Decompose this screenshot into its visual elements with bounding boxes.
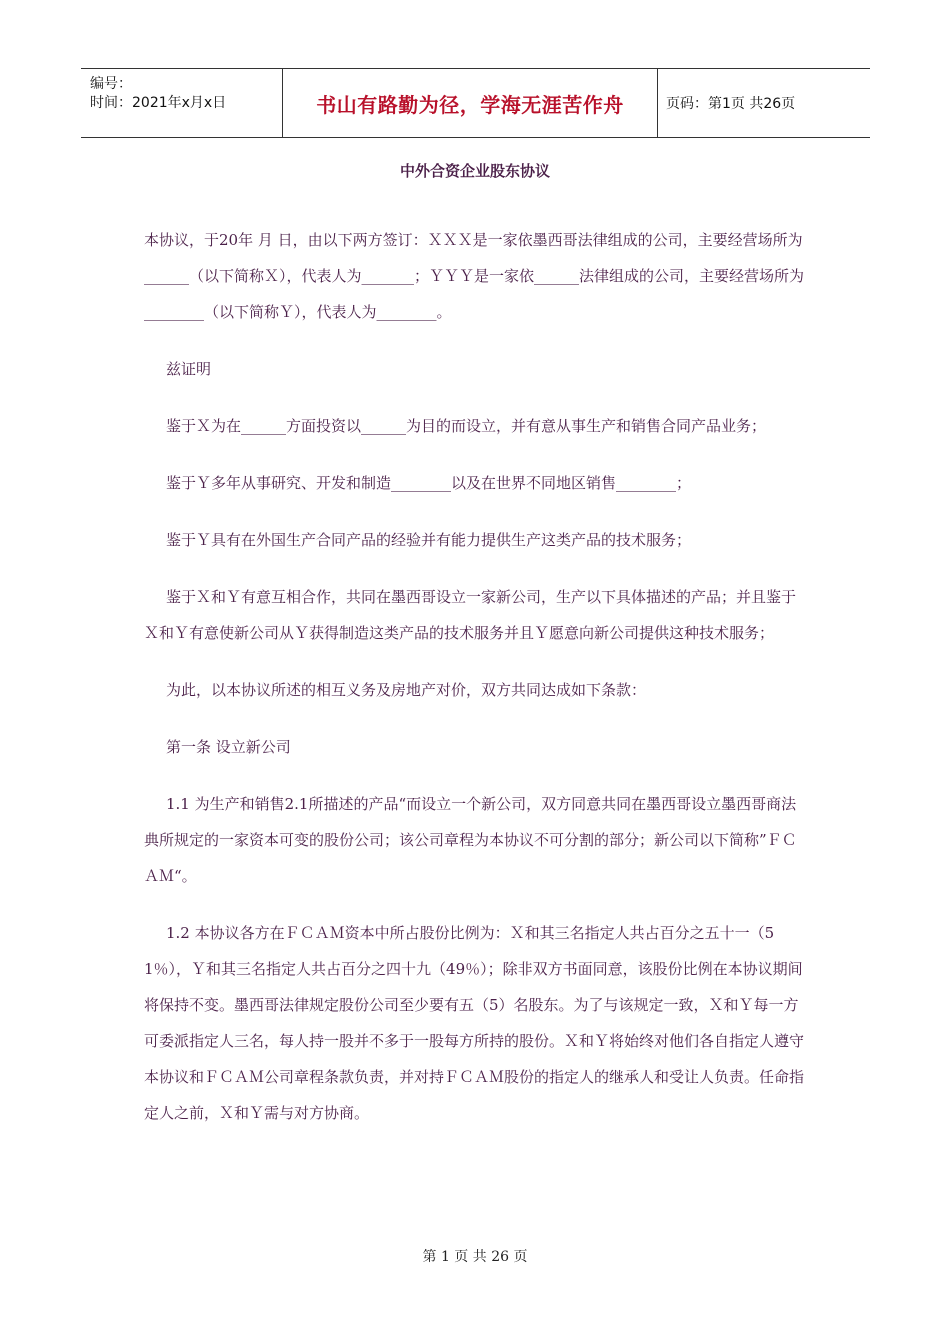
clause-1-1: 1.1 为生产和销售2.1所描述的产品“而设立一个新公司，双方同意共同在墨西哥设立墨西哥商法典所规定的一家资本可变的股份公司；该公司章程为本协议不可分割的部分；新公司以下简称”ＦＣＡＭ“。 [144,795,797,885]
paragraph-whereas-4: 鉴于Ｘ和Ｙ有意互相合作，共同在墨西哥设立一家新公司，生产以下具体描述的产品；并且鉴于Ｘ和Ｙ有意使新公司从Ｙ获得制造这类产品的技术服务并且Ｙ愿意向新公司提供这种技术服务； [144,588,797,642]
article-1-heading: 第一条 设立新公司 [166,738,291,756]
header-motto: 书山有路勤为径，学海无涯苦作舟 [316,92,624,117]
paragraph-whereas-2: 鉴于Ｙ多年从事研究、开发和制造________以及在世界不同地区销售________； [166,474,692,492]
paragraph-whereas-1: 鉴于Ｘ为在______方面投资以______为目的而设立，并有意从事生产和销售合同产品业务； [166,417,767,435]
paragraph-whereas-3: 鉴于Ｙ具有在外国生产合同产品的经验并有能力提供生产这类产品的技术服务； [166,531,692,549]
header-motto-cell [283,69,657,137]
paragraph-preamble: 本协议，于20年 月 日，由以下两方签订：ＸＸＸ是一家依墨西哥法律组成的公司，主要经营场所为______（以下简称Ｘ），代表人为_______；ＹＹＹ是一家依______法律组成的公司，主要经营场所为________（以下简称Ｙ），代表人为________。 [144,231,805,321]
document-time-label: 时间：2021年x月x日 [90,95,227,111]
page-footer: 第 1 页 共 26 页 [422,1249,528,1265]
document-number-label: 编号： [90,76,132,92]
document-body [144,222,810,1152]
header-table [81,68,870,138]
document-title: 中外合资企业股东协议 [399,162,550,180]
clause-1-2: 1.2 本协议各方在ＦＣＡＭ资本中所占股份比例为：Ｘ和其三名指定人共占百分之五十一（51％），Ｙ和其三名指定人共占百分之四十九（49％）；除非双方书面同意，该股份比例在本协议期间将保持不变。墨西哥法律规定股份公司至少要有五（5）名股东。为了与该规定一致，Ｘ和Ｙ每一方可委派指定人三名，每人持一股并不多于一股每方所持的股份。Ｘ和Ｙ将始终对他们各自指定人遵守本协议和ＦＣＡＭ公司章程条款负责，并对持ＦＣＡＭ股份的指定人的继承人和受让人负责。任命指定人之前，Ｘ和Ｙ需与对方协商。 [144,924,805,1122]
paragraph-agreement: 为此，以本协议所述的相互义务及房地产对价，双方共同达成如下条款： [166,681,647,699]
header-info-cell [81,69,282,137]
header-page-label: 页码：第1页 共26页 [666,96,796,112]
paragraph-witnesseth: 兹证明 [166,360,212,378]
header-page-cell [658,69,870,137]
